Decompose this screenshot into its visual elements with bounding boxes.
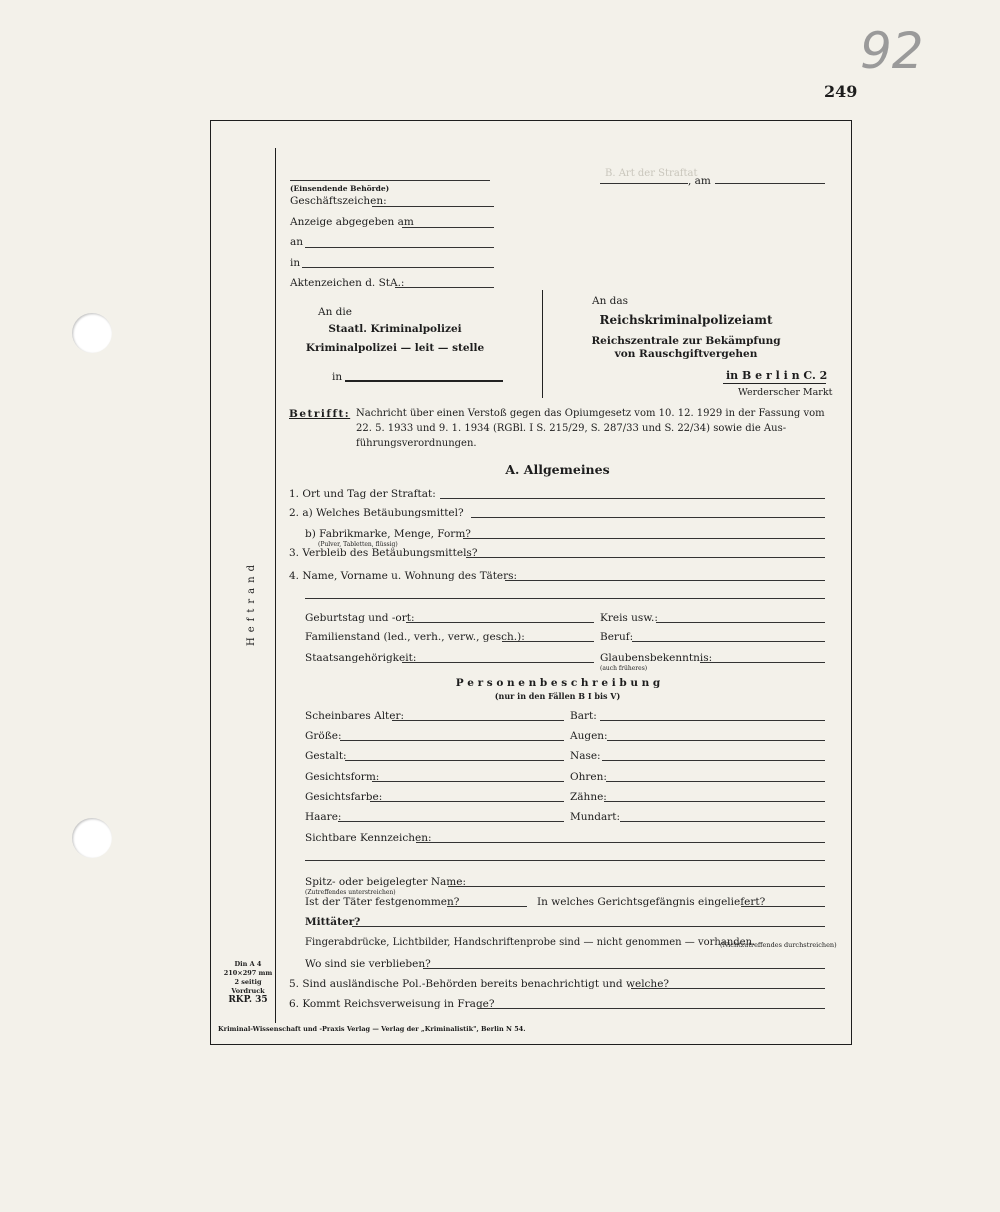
subject-line2: 22. 5. 1933 und 9. 1. 1934 (RGBl. I S. 215/29, S. 287/33 und S. 22/34) sowie die Aus- [356,423,787,434]
family-line[interactable] [502,641,594,642]
birth-line[interactable] [406,622,594,623]
reported-to-label: an [290,236,304,248]
marks-line2[interactable] [305,860,825,861]
build-label: Gestalt: [305,750,347,762]
din-type: Vordruck [231,987,265,995]
punch-hole-bottom [72,818,112,858]
handwritten-number: 92 [860,22,924,80]
nose-label: Nase: [570,750,601,762]
beard-line[interactable] [600,720,825,721]
face-color-label: Gesichtsfarbe: [305,791,383,803]
din-sides: 2 seitig [234,978,262,986]
q2b-note: (Pulver, Tabletten, flüssig) [318,541,398,548]
page-number: 249 [824,82,858,101]
build-line[interactable] [345,760,564,761]
reported-in-line[interactable] [302,267,494,268]
file-number-label: Geschäftszeichen: [290,195,387,207]
evidence-label: Fingerabdrücke, Lichtbilder, Handschriftenprobe sind — nicht genommen — vorhanden. [305,937,756,948]
recipient-left-line1: An die [318,306,352,318]
recipient-right-line4: von Rauschgiftvergehen [614,348,758,360]
size-line[interactable] [340,740,564,741]
form-code: RKP. 35 [228,995,268,1005]
binding-margin-rule [275,148,276,1023]
arrested-label: Ist der Täter festgenommen? [305,896,460,908]
q4-label: 4. Name, Vorname u. Wohnung des Täters: [289,570,518,582]
q1-line[interactable] [440,498,825,499]
reported-to-line[interactable] [305,247,494,248]
date-on-label: , am [688,175,711,187]
religion-label: Glaubensbekenntnis: [600,652,713,664]
description-subtitle: (nur in den Fällen B I bis V) [494,691,621,701]
marks-label: Sichtbare Kennzeichen: [305,832,432,844]
din-format: Din A 4 [234,960,262,968]
q2a-label: 2. a) Welches Betäubungsmittel? [289,507,464,519]
q1-label: 1. Ort und Tag der Straftat: [289,488,436,500]
q3-label: 3. Verbleib des Betäubungsmittels? [289,547,478,559]
recipient-left-city-line[interactable] [345,380,503,382]
nose-line[interactable] [602,760,825,761]
job-label: Beruf: [600,631,634,643]
dialect-line[interactable] [620,821,825,822]
recipient-left-line3: Kriminalpolizei — leit — stelle [305,342,485,354]
subject-label: Betrifft: [289,408,351,420]
size-label: Größe: [305,730,342,742]
recipient-right-line5: in B e r l i n C. 2 [726,369,828,382]
recipient-right-line1: An das [592,295,629,307]
recipient-right-city-line [723,383,826,384]
job-line[interactable] [632,641,825,642]
hair-line[interactable] [338,821,564,822]
publisher-footer: Kriminal-Wissenschaft und -Praxis Verlag — Verlag der „Kriminalistik", Berlin N 54. [218,1025,526,1033]
district-label: Kreis usw.: [600,612,658,624]
section-a-title: A. Allgemeines [505,462,610,477]
q2a-line[interactable] [471,517,825,518]
recipient-right-line6: Werderscher Markt [738,387,833,398]
face-shape-label: Gesichtsform: [305,771,380,783]
q2b-line[interactable] [463,538,825,539]
q2b-label: b) Fabrikmarke, Menge, Form? [305,528,471,540]
reported-on-line[interactable] [402,227,494,228]
punch-hole-top [72,313,112,353]
file-number-line[interactable] [372,206,494,207]
arrested-line[interactable] [447,906,527,907]
sender-line[interactable] [290,180,490,181]
district-line[interactable] [656,622,825,623]
citizenship-label: Staatsangehörigkeit: [305,652,417,664]
reported-in-label: in [290,257,301,269]
citizenship-line[interactable] [402,662,594,663]
subject-line3: führungsverordnungen. [356,438,477,449]
prison-label: In welches Gerichtsgefängnis eingeliefert? [537,896,766,908]
q6-label: 6. Kommt Reichsverweisung in Frage? [289,998,495,1010]
face-shape-line[interactable] [372,781,564,782]
religion-note: (auch früheres) [600,665,648,672]
recipient-left-line2: Staatl. Kriminalpolizei [328,323,462,335]
prosecutor-ref-label: Aktenzeichen d. StA.: [290,277,405,289]
dialect-label: Mundart: [570,811,621,823]
q6-line[interactable] [478,1008,825,1009]
recipient-divider [542,290,543,398]
hair-label: Haare: [305,811,342,823]
eyes-label: Augen: [570,730,608,742]
recipient-left-in: in [332,371,343,383]
accomplices-line[interactable] [352,926,825,927]
beard-label: Bart: [570,710,597,722]
teeth-label: Zähne: [570,791,607,803]
place-line[interactable] [600,183,688,184]
religion-line[interactable] [700,662,825,663]
bleed-through-text: B. Art der Straftat [605,168,698,179]
nickname-label: Spitz- oder beigelegter Name: [305,876,466,888]
ears-line[interactable] [606,781,825,782]
din-size: 210×297 mm [223,969,273,977]
description-title: P e r s o n e n b e s c h r e i b u n g [455,677,661,689]
q3-line[interactable] [466,557,825,558]
prison-line[interactable] [741,906,825,907]
nickname-line[interactable] [448,886,825,887]
eyes-line[interactable] [607,740,825,741]
face-color-line[interactable] [370,801,564,802]
evidence-where-label: Wo sind sie verblieben? [305,958,431,970]
nickname-note: (Zutreffendes unterstreichen) [305,889,396,896]
subject-line1: Nachricht über einen Verstoß gegen das Opiumgesetz vom 10. 12. 1929 in der Fassung vom [356,408,825,419]
date-line[interactable] [715,183,825,184]
ears-label: Ohren: [570,771,607,783]
recipient-right-line3: Reichszentrale zur Bekämpfung [591,335,781,347]
accomplices-label: Mittäter? [305,916,361,928]
reported-on-label: Anzeige abgegeben am [290,216,414,228]
teeth-line[interactable] [604,801,825,802]
age-line[interactable] [392,720,564,721]
age-label: Scheinbares Alter: [305,710,405,722]
q4-line2[interactable] [305,598,825,599]
sender-caption: (Einsendende Behörde) [290,184,390,193]
family-label: Familienstand (led., verh., verw., gesch.): [305,631,525,643]
recipient-right-line2: Reichskriminalpolizeiamt [599,313,773,327]
marks-line[interactable] [416,842,825,843]
q5-line[interactable] [631,988,825,989]
evidence-note: (Nichtzutreffendes durchstreichen) [720,941,837,949]
evidence-where-line[interactable] [423,968,825,969]
form-number-block [218,960,278,1005]
q5-label: 5. Sind ausländische Pol.-Behörden bereits benachrichtigt und welche? [289,978,670,990]
prosecutor-ref-line[interactable] [395,287,494,288]
heftrand-label: Heftrand [246,560,257,646]
birth-label: Geburtstag und -ort: [305,612,415,624]
q4-line[interactable] [505,580,825,581]
